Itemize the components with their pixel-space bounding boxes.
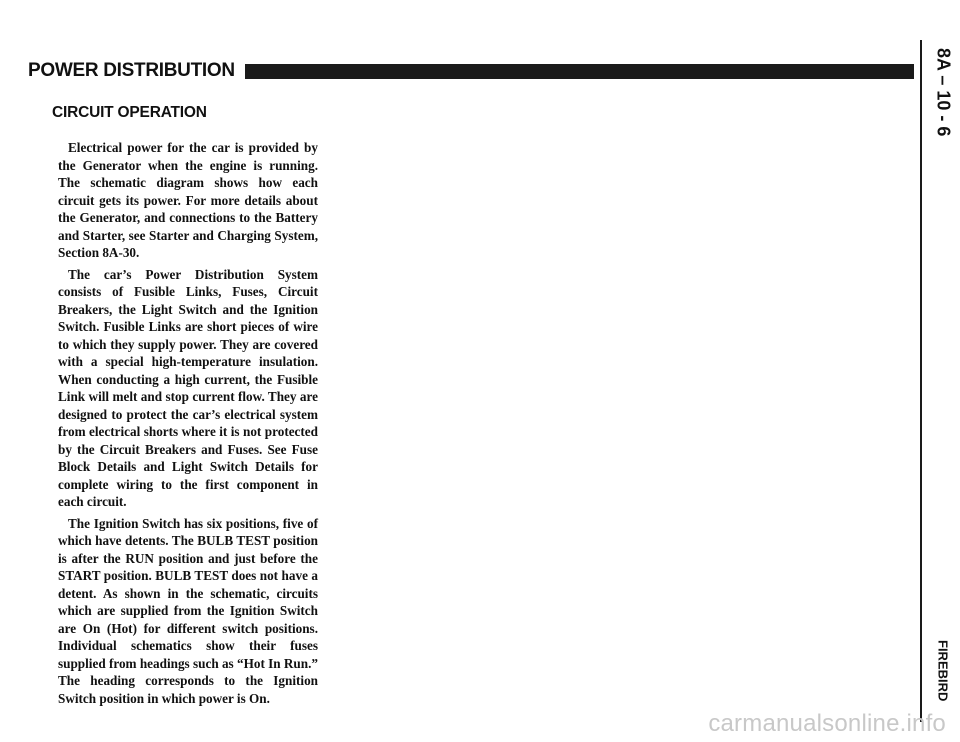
section-title: CIRCUIT OPERATION (52, 104, 207, 121)
paragraph-generator: Electrical power for the car is provided by the Generator when the engine is running. The schematic diagram shows how each circuit gets its power. For more details about the Generator, and connections to the Battery and Starter, see Starter and Charging System, Section 8A-30. (58, 140, 318, 260)
side-rule (920, 40, 922, 722)
body-text (58, 139, 318, 711)
watermark-text: carmanualsonline.info (708, 710, 946, 737)
page-number-label: 8A – 10 - 6 (933, 48, 954, 137)
model-label: FIREBIRD (935, 640, 951, 702)
side-page-number (930, 48, 956, 168)
page-title: POWER DISTRIBUTION (28, 60, 235, 81)
page-header (28, 58, 914, 84)
paragraph-ignition-switch: The Ignition Switch has six positions, five of which have detents. The BULB TEST position is after the RUN position and just before the START position. BULB TEST does not have a detent. As shown in the schematic, circuits which are supplied from the Ignition Switch are On (Hot) for different switch positions. Individual schematics show their fuses supplied from headings such as “Hot In Run.” The heading corresponds to the Ignition Switch position in which power is On. (58, 515, 318, 706)
side-model-label (930, 640, 956, 720)
header-rule (245, 64, 914, 79)
paragraph-power-distribution: The car’s Power Distribution System consists of Fusible Links, Fuses, Circuit Breakers, the Light Switch and the Ignition Switch. Fusible Links are short pieces of wire to which they supply power. They are covered with a special high-temperature insulation. When conducting a high current, the Fusible Link will melt and stop current flow. They are designed to protect the car’s electrical system from electrical shorts where it is not protected by the Circuit Breakers and Fuses. See Fuse Block Details and Light Switch Details for complete wiring to the first component in each circuit. (58, 266, 318, 509)
